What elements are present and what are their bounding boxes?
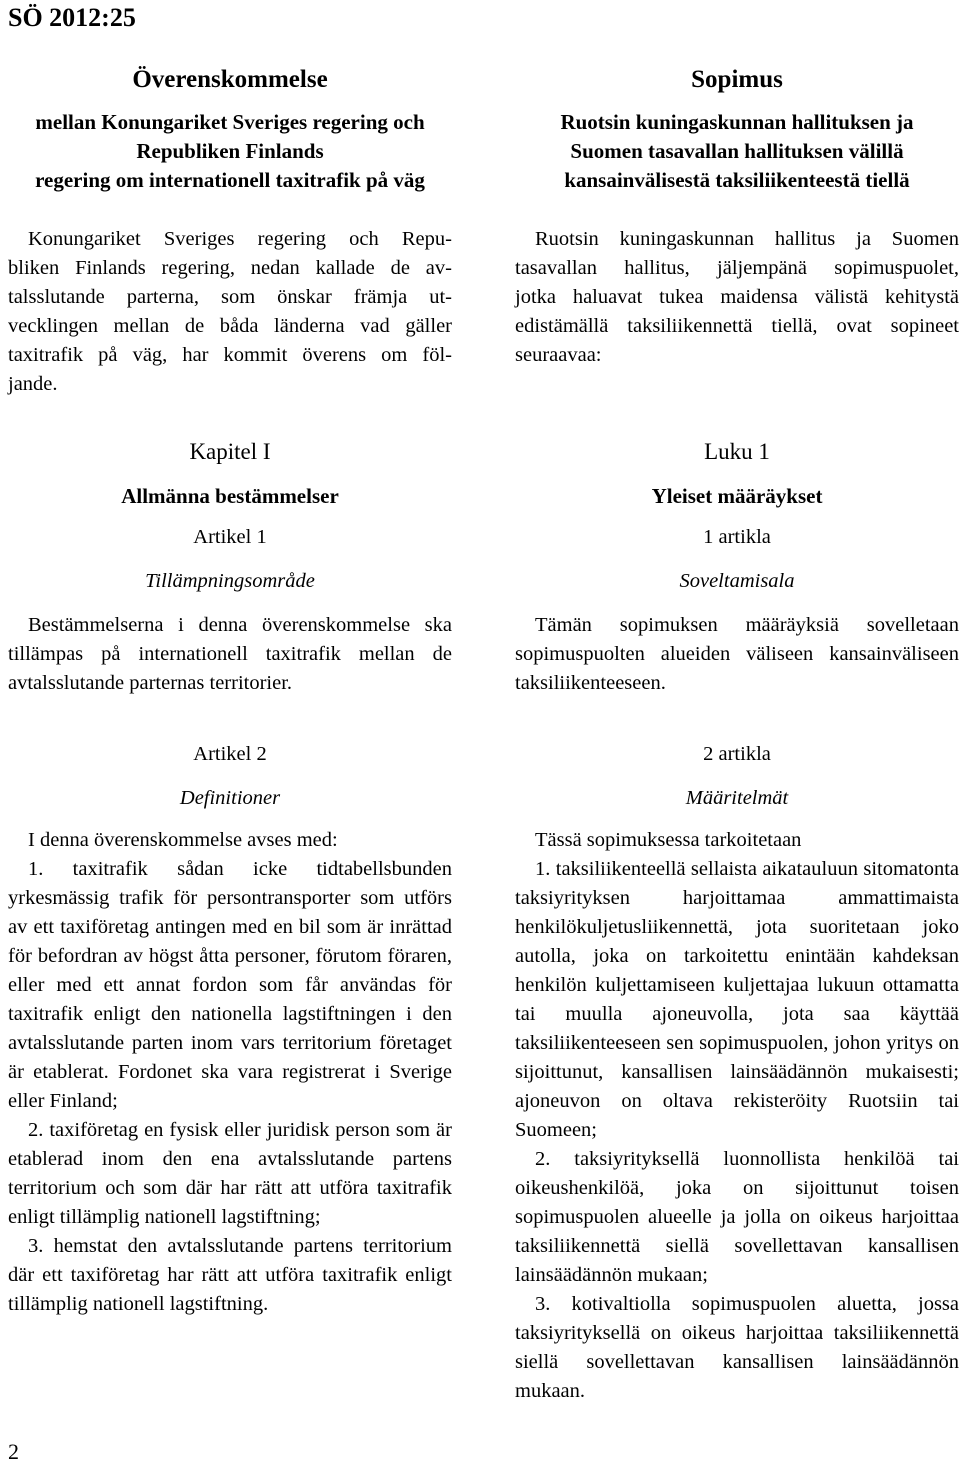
sv-article-2-intro: I denna överenskommelse avses med: [28,829,338,851]
fi-subtitle-line: Ruotsin kuningaskunnan hallituksen ja [560,110,914,134]
fi-article-2: 2 artikla [703,743,771,765]
fi-article-1: 1 artikla [703,526,771,548]
sv-preamble-line: vecklingen mellan de båda länderna vad gäller [8,315,452,337]
sv-article-2-item: 2. taxiföretag en fysisk eller juridisk person som är etablerad inom den ena avtalsslutande partens territorium och som där har rätt att utföra taxitrafik enligt tillämplig nationell lagstiftning; [8,1119,452,1228]
fi-subtitle [515,108,959,195]
page-number: 2 [8,1439,19,1464]
fi-title: Sopimus [691,66,783,93]
fi-subtitle-line: Suomen tasavallan hallituksen välillä [570,139,904,163]
sv-subtitle-line: regering om internationell taxitrafik på väg [35,168,425,192]
fi-article-2-item: 3. kotivaltiolla sopimuspuolen aluetta, jossa taksiyrityksellä on oikeus harjoittaa taksiliikennettä siellä sovellettavan kansallisen lainsäädännön mukaan. [515,1293,959,1402]
sv-subtitle-line: Republiken Finlands [136,139,324,163]
fi-article-2-item: 1. taksiliikenteellä sellaista aikatauluun sitomatonta taksiyrityksen harjoittamaa ammattimaista henkilökuljetusliikennettä, jota suoritetaan joko autolla, joka on tarkoitettu enintään kahdeksan henkilön kuljettamiseen kuljettajaa lukuun ottamatta tai muulla ajoneuvolla, jota saa käyttää taksiliikenteeseen sen sopimuspuolen, johon yritys on sijoittunut, kansallisen lainsäädännön mukaisesti; ajoneuvon on oltava rekisteröity Ruotsiin tai Suomeen; [515,858,959,1141]
fi-article-2-body [515,826,959,1406]
sv-article-2-body [8,826,452,1319]
sv-subtitle-line: mellan Konungariket Sveriges regering och [35,110,425,134]
sv-chapter: Kapitel I [189,439,271,464]
fi-article-1-text: Tämän sopimuksen määräyksiä sovelletaan sopimuspuolten alueiden väliseen kansainväliseen taksiliikenteeseen. [515,614,959,694]
fi-article-1-title: Soveltamisala [679,570,795,592]
sv-article-2-title: Definitioner [179,787,281,809]
sv-preamble-line: taxitrafik på väg, har kommit överens om föl- [8,344,452,366]
sv-article-2-item: 1. taxitrafik sådan icke tidtabellsbunden yrkesmässig trafik för persontransporter som utförs av ett taxiföretag antingen med en bil som är inrättad för befordran av högst åtta personer, förutom föraren, eller med ett annat fordon som får användas för taxitrafik enligt den nationella lagstiftningen i den avtalsslutande parten inom vars territorium företaget är etablerat. Fordonet ska vara registrerat i Sverige eller Finland; [8,858,452,1112]
sv-article-2-item: 3. hemstat den avtalsslutande partens territorium där ett taxiföretag har rätt att utföra taxitrafik enligt tillämplig nationell lagstiftning. [8,1235,452,1315]
fi-chapter-title: Yleiset määräykset [651,484,823,508]
sv-chapter-title: Allmänna bestämmelser [121,484,339,508]
fi-preamble-line: tasavallan hallitus, jäljempänä sopimuspuolet, [515,257,959,279]
fi-preamble-line: jotka haluavat tukea maidensa välistä kehitystä [515,286,959,308]
fi-chapter: Luku 1 [704,439,770,464]
sv-preamble [8,225,452,399]
fi-preamble-line: edistämällä taksiliikennettä tiellä, ovat sopineet [515,315,959,337]
sv-article-1: Artikel 1 [193,526,267,548]
sv-preamble-line: jande. [8,373,58,395]
sv-preamble-line: Konungariket Sveriges regering och Repu- [28,228,452,250]
fi-preamble [515,225,959,370]
fi-article-2-item: 2. taksiyrityksellä luonnollista henkilöä tai oikeushenkilöä, joka on sijoittunut toisen sopimuspuolen alueelle ja jolla on oikeus harjoittaa taksiliikennettä siellä sovellettavan kansallisen lainsäädännön mukaan; [515,1148,959,1286]
fi-subtitle-line: kansainvälisestä taksiliikenteestä tiellä [564,168,910,192]
fi-preamble-line: seuraavaa: [515,344,602,366]
sv-preamble-line: talsslutande parterna, som önskar främja ut- [8,286,452,308]
sv-article-1-text: Bestämmelserna i denna överenskommelse ska tillämpas på internationell taxitrafik mellan de avtalsslutande parternas territorier. [8,614,452,694]
sv-preamble-line: bliken Finlands regering, nedan kallade de av- [8,257,452,279]
sv-subtitle [8,108,452,195]
sv-title: Överenskommelse [132,66,328,93]
sv-article-2: Artikel 2 [193,743,267,765]
fi-article-2-intro: Tässä sopimuksessa tarkoitetaan [535,829,802,851]
fi-article-2-title: Määritelmät [685,787,789,809]
document-id: SÖ 2012:25 [8,3,136,32]
sv-article-1-title: Tillämpningsområde [145,570,315,592]
fi-preamble-line: Ruotsin kuningaskunnan hallitus ja Suomen [535,228,959,250]
